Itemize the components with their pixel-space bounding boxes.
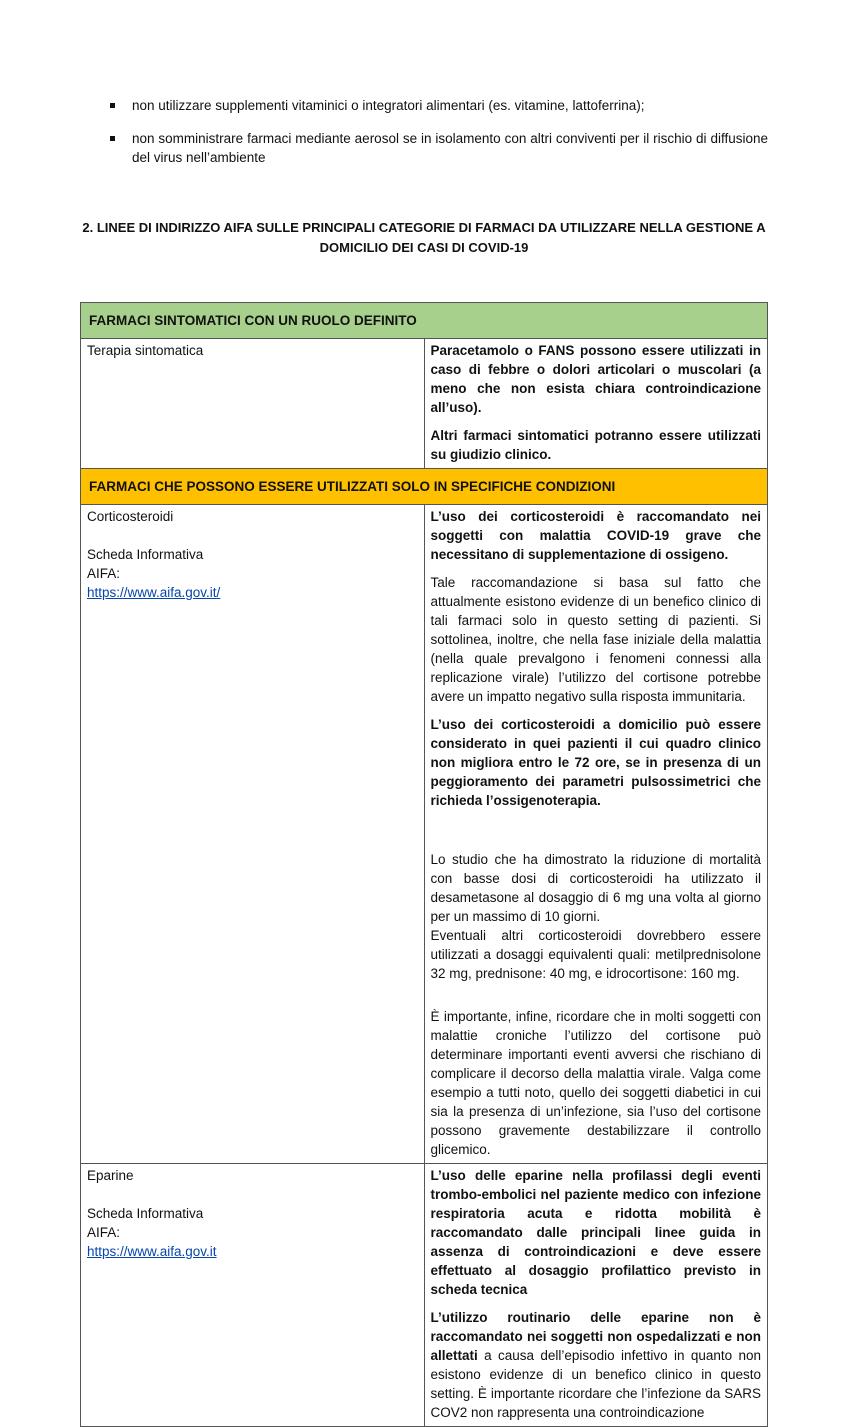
header-symptomatic: FARMACI SINTOMATICI CON UN RUOLO DEFINITO (81, 303, 768, 339)
table-header-row (81, 469, 768, 505)
drug-name: Eparine (87, 1168, 134, 1183)
section-title (80, 218, 768, 258)
row-label (81, 505, 425, 1164)
paragraph: L’uso dei corticosteroidi a domicilio può essere considerato in quei pazienti il cui quadro clinico non migliora entro le 72 ore, se in presenza di un peggioramento dei parametri pulsossimetrici che richieda l’ossigenoterapia. (430, 717, 761, 808)
info-sheet-label: Scheda Informativa (87, 1206, 204, 1221)
aifa-link[interactable]: https://www.aifa.gov.it/ (87, 585, 221, 600)
row-content (424, 505, 768, 1164)
paragraph (431, 1308, 762, 1422)
paragraph: Paracetamolo o FANS possono essere utilizzati in caso di febbre o dolori articolari o muscolari (a meno che non esista chiara controindicazione all’uso). (430, 343, 761, 415)
paragraph: L’uso dei corticosteroidi è raccomandato nei soggetti con malattia COVID-19 grave che necessitano di supplementazione di ossigeno. (430, 509, 761, 562)
section-title-line-1: 2. LINEE DI INDIRIZZO AIFA SULLE PRINCIPALI CATEGORIE DI FARMACI DA UTILIZZARE NELLA GESTIONE A (82, 220, 766, 235)
table-row (81, 1164, 768, 1427)
drug-categories-table (80, 302, 768, 1427)
header-specific-conditions: FARMACI CHE POSSONO ESSERE UTILIZZATI SOLO IN SPECIFICHE CONDIZIONI (81, 469, 768, 505)
aifa-link[interactable]: https://www.aifa.gov.it (87, 1244, 217, 1259)
emphasis-text: L’utilizzo routinario delle eparine non è raccomandato nei soggetti non ospedalizzati e non allettati (430, 1310, 761, 1363)
square-bullet-icon (110, 136, 115, 141)
bullet-list (96, 96, 768, 181)
list-item (96, 96, 768, 115)
drug-name: Corticosteroidi (87, 509, 174, 524)
aifa-label: AIFA: (87, 1225, 121, 1240)
aifa-label: AIFA: (87, 566, 121, 581)
section-title-line-2: DOMICILIO DEI CASI DI COVID-19 (319, 240, 529, 255)
row-label (81, 1164, 425, 1427)
paragraph: È importante, infine, ricordare che in molti soggetti con malattie croniche l’utilizzo del cortisone può determinare importanti eventi avversi che rischiano di complicare il decorso della malattia virale. Valga come esempio a tutti noto, quello dei soggetti diabetici in cui sia la presenza di un’infezione, sia l’uso del cortisone possono gravemente destabilizzare il controllo glicemico. (430, 1009, 761, 1157)
paragraph: L’uso delle eparine nella profilassi degli eventi trombo-embolici nel paziente medico con infezione respiratoria acuta e ridotta mobilità è raccomandato dalle principali linee guida in assenza di controindicazioni e deve essere effettuato al dosaggio profilattico previsto in scheda tecnica (430, 1168, 761, 1297)
table-row (81, 505, 768, 1164)
bullet-text: non somministrare farmaci mediante aerosol se in isolamento con altri conviventi per il rischio di diffusione del virus nell’ambiente (132, 131, 768, 165)
row-content (424, 339, 768, 469)
list-item (96, 129, 768, 167)
paragraph: Lo studio che ha dimostrato la riduzione di mortalità con basse dosi di corticosteroidi ha utilizzato il desametasone al dosaggio di 6 mg una volta al giorno per un massimo di 10 giorni. (430, 852, 761, 924)
row-content (424, 1164, 768, 1427)
paragraph-text: a causa dell’episodio infettivo in quanto non esistono evidenze di un benefico clinico in questo setting. È importante ricordare che l’infezione da SARS COV2 non rappresenta una controindicazione (430, 1348, 761, 1420)
table-row (81, 339, 768, 469)
bullet-text: non utilizzare supplementi vitaminici o integratori alimentari (es. vitamine, lattoferrina); (132, 98, 645, 113)
info-sheet-label: Scheda Informativa (87, 547, 204, 562)
table-header-row (81, 303, 768, 339)
row-label: Terapia sintomatica (81, 339, 425, 469)
paragraph: Eventuali altri corticosteroidi dovrebbero essere utilizzati a dosaggi equivalenti quali: metilprednisolone 32 mg, prednisone: 40 mg, e idrocortisone: 160 mg. (430, 928, 761, 981)
paragraph: Altri farmaci sintomatici potranno essere utilizzati su giudizio clinico. (430, 428, 761, 462)
square-bullet-icon (110, 103, 115, 108)
paragraph: Tale raccomandazione si basa sul fatto che attualmente esistono evidenze di un benefico clinico di tali farmaci solo in questo setting di pazienti. Si sottolinea, inoltre, che nella fase iniziale della malattia (nella quale prevalgono i fenomeni connessi alla replicazione virale) l’utilizzo del cortisone potrebbe avere un impatto negativo sulla risposta immunitaria. (430, 575, 761, 704)
